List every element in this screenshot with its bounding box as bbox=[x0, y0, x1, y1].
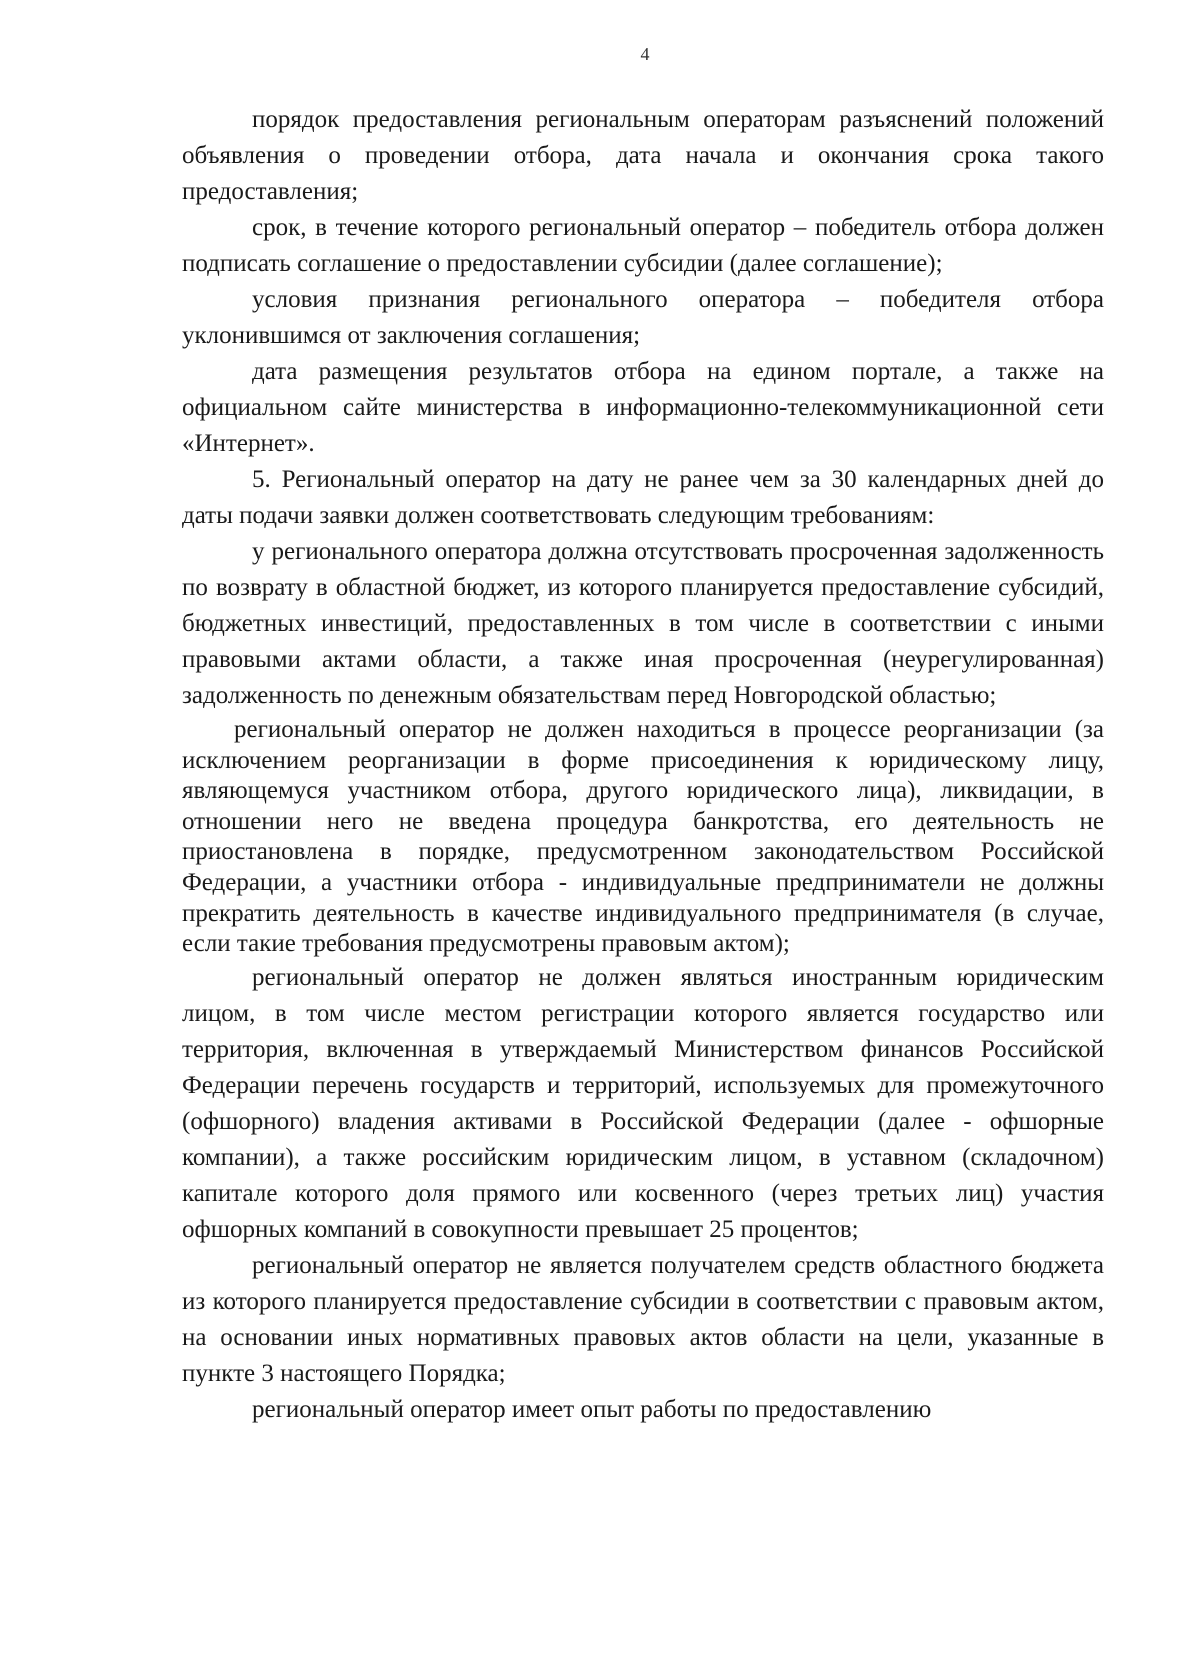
paragraph: региональный оператор не является получателем средств областного бюджета из которого планируется предоставление субсидии в соответствии с правовым актом, на основании иных нормативных правовых актов области на цели, указанные в пункте 3 настоящего Порядка; bbox=[182, 1251, 1104, 1387]
paragraph: региональный оператор не должен находиться в процессе реорганизации (за исключением реорганизации в форме присоединения к юридическому лицу, являющемуся участником отбора, другого юридического лица), ликвидации, в отношении него не введена процедура банкротства, его деятельность не приостановлена в порядке, предусмотренном законодательством Российской Федерации, а участники отбора - индивидуальные предприниматели не должны прекратить деятельность в качестве индивидуального предпринимателя (в случае, если такие требования предусмотрены правовым актом); bbox=[182, 716, 1104, 958]
paragraph: срок, в течение которого региональный оператор – победитель отбора должен подписать соглашение о предоставлении субсидии (далее соглашение); bbox=[182, 214, 1104, 277]
paragraph: дата размещения результатов отбора на едином портале, а также на официальном сайте министерства в информационно-телекоммуникационной сети «Интернет». bbox=[182, 358, 1104, 457]
paragraph: условия признания регионального оператора – победителя отбора уклонившимся от заключения соглашения; bbox=[182, 286, 1104, 349]
page-number: 4 bbox=[640, 44, 650, 64]
document-body bbox=[182, 102, 1104, 1428]
paragraph: у регионального оператора должна отсутствовать просроченная задолженность по возврату в областной бюджет, из которого планируется предоставление субсидий, бюджетных инвестиций, предоставленных в том числе в соответствии с иными правовыми актами области, а также иная просроченная (неурегулированная) задолженность по денежным обязательствам перед Новгородской областью; bbox=[182, 538, 1104, 709]
paragraph: региональный оператор имеет опыт работы по предоставлению bbox=[252, 1395, 932, 1423]
paragraph: 5. Региональный оператор на дату не ранее чем за 30 календарных дней до даты подачи заявки должен соответствовать следующим требованиям: bbox=[182, 466, 1104, 529]
paragraph: региональный оператор не должен являться иностранным юридическим лицом, в том числе местом регистрации которого является государство или территория, включенная в утверждаемый Министерством финансов Российской Федерации перечень государств и территорий, используемых для промежуточного (офшорного) владения активами в Российской Федерации (далее - офшорные компании), а также российским юридическим лицом, в уставном (складочном) капитале которого доля прямого или косвенного (через третьих лиц) участия офшорных компаний в совокупности превышает 25 процентов; bbox=[182, 963, 1104, 1243]
paragraph: порядок предоставления региональным операторам разъяснений положений объявления о проведении отбора, дата начала и окончания срока такого предоставления; bbox=[182, 106, 1104, 205]
